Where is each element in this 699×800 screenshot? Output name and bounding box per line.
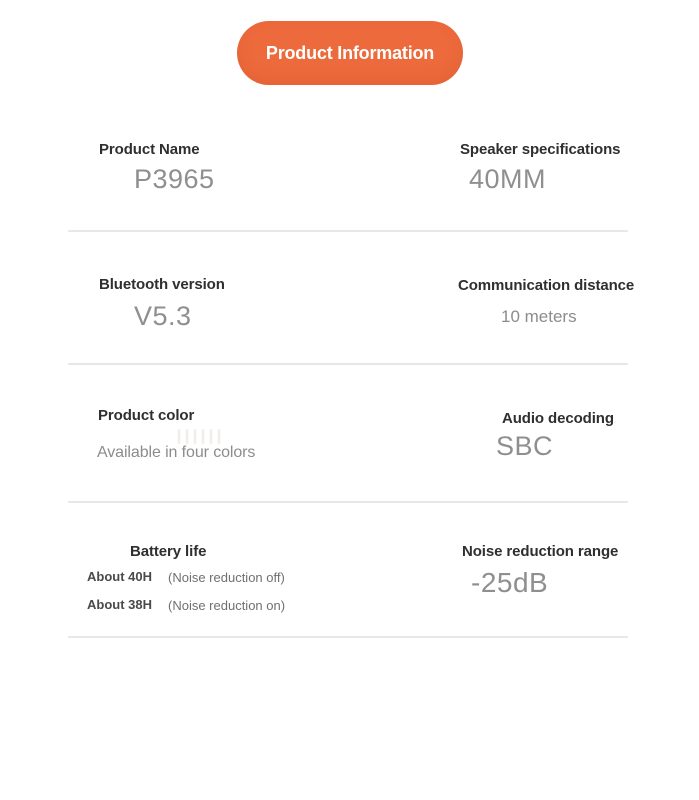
- battery-life-value-2: About 38H: [87, 597, 152, 612]
- communication-distance-value: 10 meters: [501, 307, 577, 326]
- product-information-header: [237, 21, 463, 85]
- product-name-value: P3965: [134, 164, 215, 194]
- erased-text-artifact: [178, 429, 226, 444]
- communication-distance-label: Communication distance: [458, 277, 635, 294]
- divider: [68, 363, 628, 365]
- divider: [68, 230, 628, 232]
- audio-decoding-label: Audio decoding: [502, 410, 614, 427]
- speaker-spec-value: 40MM: [469, 164, 547, 194]
- audio-decoding-value: SBC: [496, 431, 554, 461]
- product-name-label: Product Name: [99, 141, 200, 158]
- noise-reduction-range-value: -25dB: [471, 567, 549, 598]
- bluetooth-version-value: V5.3: [134, 301, 192, 331]
- divider: [68, 501, 628, 503]
- battery-life-note-1: (Noise reduction off): [168, 570, 285, 585]
- product-color-value: Available in four colors: [97, 444, 256, 461]
- battery-life-value-1: About 40H: [87, 569, 152, 584]
- battery-life-label: Battery life: [130, 543, 207, 560]
- product-information-header-label: Product Information: [265, 42, 435, 63]
- divider: [68, 636, 628, 638]
- battery-life-note-2: (Noise reduction on): [168, 598, 286, 613]
- speaker-spec-label: Speaker specifications: [460, 141, 621, 158]
- bluetooth-version-label: Bluetooth version: [99, 276, 225, 293]
- noise-reduction-range-label: Noise reduction range: [462, 543, 619, 560]
- product-color-label: Product color: [98, 407, 195, 424]
